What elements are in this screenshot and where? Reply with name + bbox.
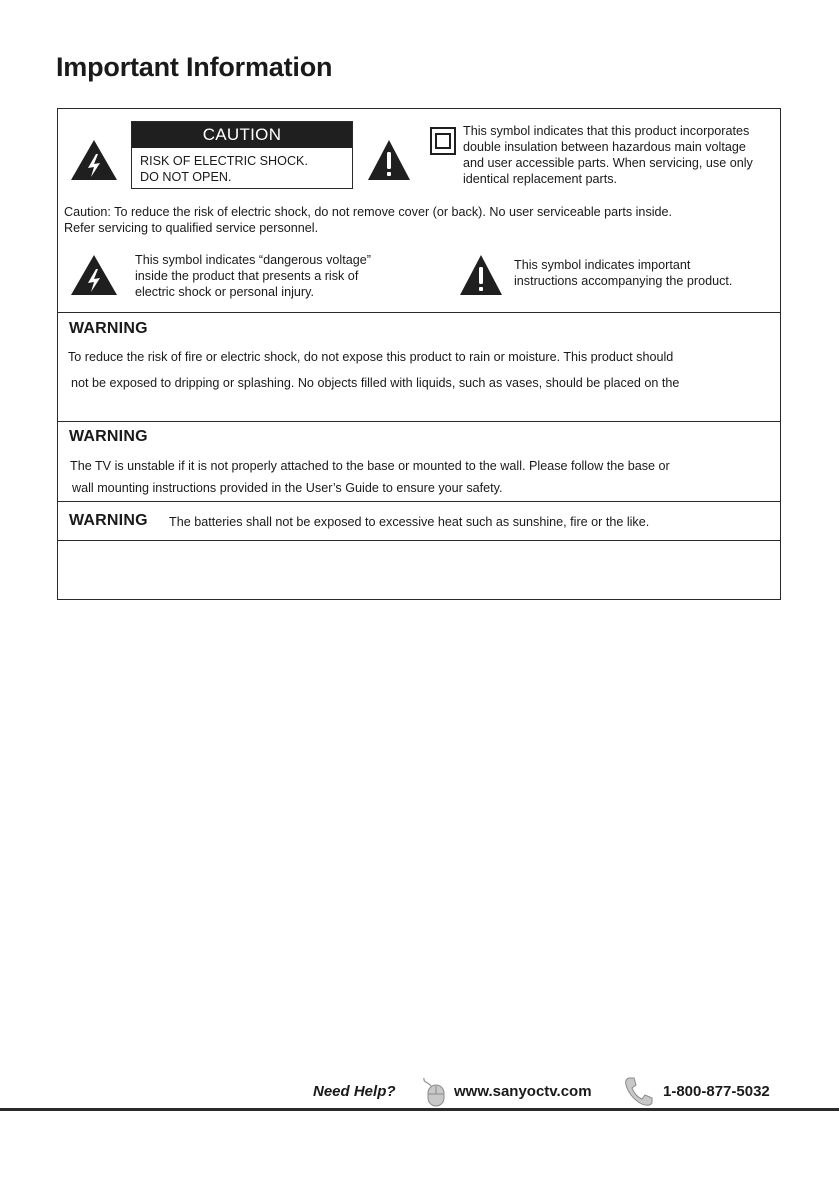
support-phone: 1-800-877-5032	[663, 1083, 770, 1100]
phone-icon	[622, 1075, 654, 1107]
section-divider	[58, 312, 780, 313]
caution-label	[131, 121, 353, 189]
warning-batteries-text: The batteries shall not be exposed to excessive heat such as sunshine, fire or the like.	[169, 515, 650, 529]
safety-information-frame	[57, 108, 781, 600]
section-divider	[58, 540, 780, 541]
lightning-triangle-icon	[70, 254, 118, 296]
exclamation-triangle-icon	[459, 254, 503, 296]
caution-line-2: DO NOT OPEN.	[140, 170, 232, 184]
warning-heading: WARNING	[69, 320, 148, 337]
footer-rule	[0, 1108, 839, 1111]
warning-rain-moisture-line-2: not be exposed to dripping or splashing. No objects filled with liquids, such as vases, should be placed on the	[71, 376, 680, 390]
page-title: Important Information	[56, 52, 333, 82]
lightning-triangle-icon	[70, 139, 118, 181]
need-help-label: Need Help?	[313, 1083, 396, 1100]
support-website: www.sanyoctv.com	[454, 1083, 592, 1100]
warning-rain-moisture-line-1: To reduce the risk of fire or electric shock, do not expose this product to rain or moisture. This product should	[68, 350, 674, 364]
exclamation-triangle-icon	[367, 139, 411, 181]
caution-line-1: RISK OF ELECTRIC SHOCK.	[140, 154, 308, 168]
section-divider	[58, 421, 780, 422]
warning-heading: WARNING	[69, 428, 148, 445]
mouse-icon	[419, 1075, 449, 1107]
section-divider	[58, 501, 780, 502]
warning-stability-line-1: The TV is unstable if it is not properly attached to the base or mounted to the wall. Please follow the base or	[70, 459, 670, 473]
warning-heading: WARNING	[69, 512, 148, 529]
dangerous-voltage-text: This symbol indicates “dangerous voltage” inside the product that presents a risk of electric shock or personal injury.	[135, 253, 371, 299]
caution-heading: CAUTION	[132, 122, 352, 148]
warning-stability-line-2: wall mounting instructions provided in the User’s Guide to ensure your safety.	[72, 481, 503, 495]
caution-note: Caution: To reduce the risk of electric shock, do not remove cover (or back). No user serviceable parts inside. Refer servicing to qualified service personnel.	[64, 205, 673, 235]
double-square-icon	[430, 127, 456, 155]
important-instructions-text: This symbol indicates important instructions accompanying the product.	[514, 258, 733, 288]
double-insulation-text: This symbol indicates that this product incorporates double insulation between hazardous main voltage and user accessible parts. When servicing, use only identical replacement parts.	[463, 124, 753, 186]
